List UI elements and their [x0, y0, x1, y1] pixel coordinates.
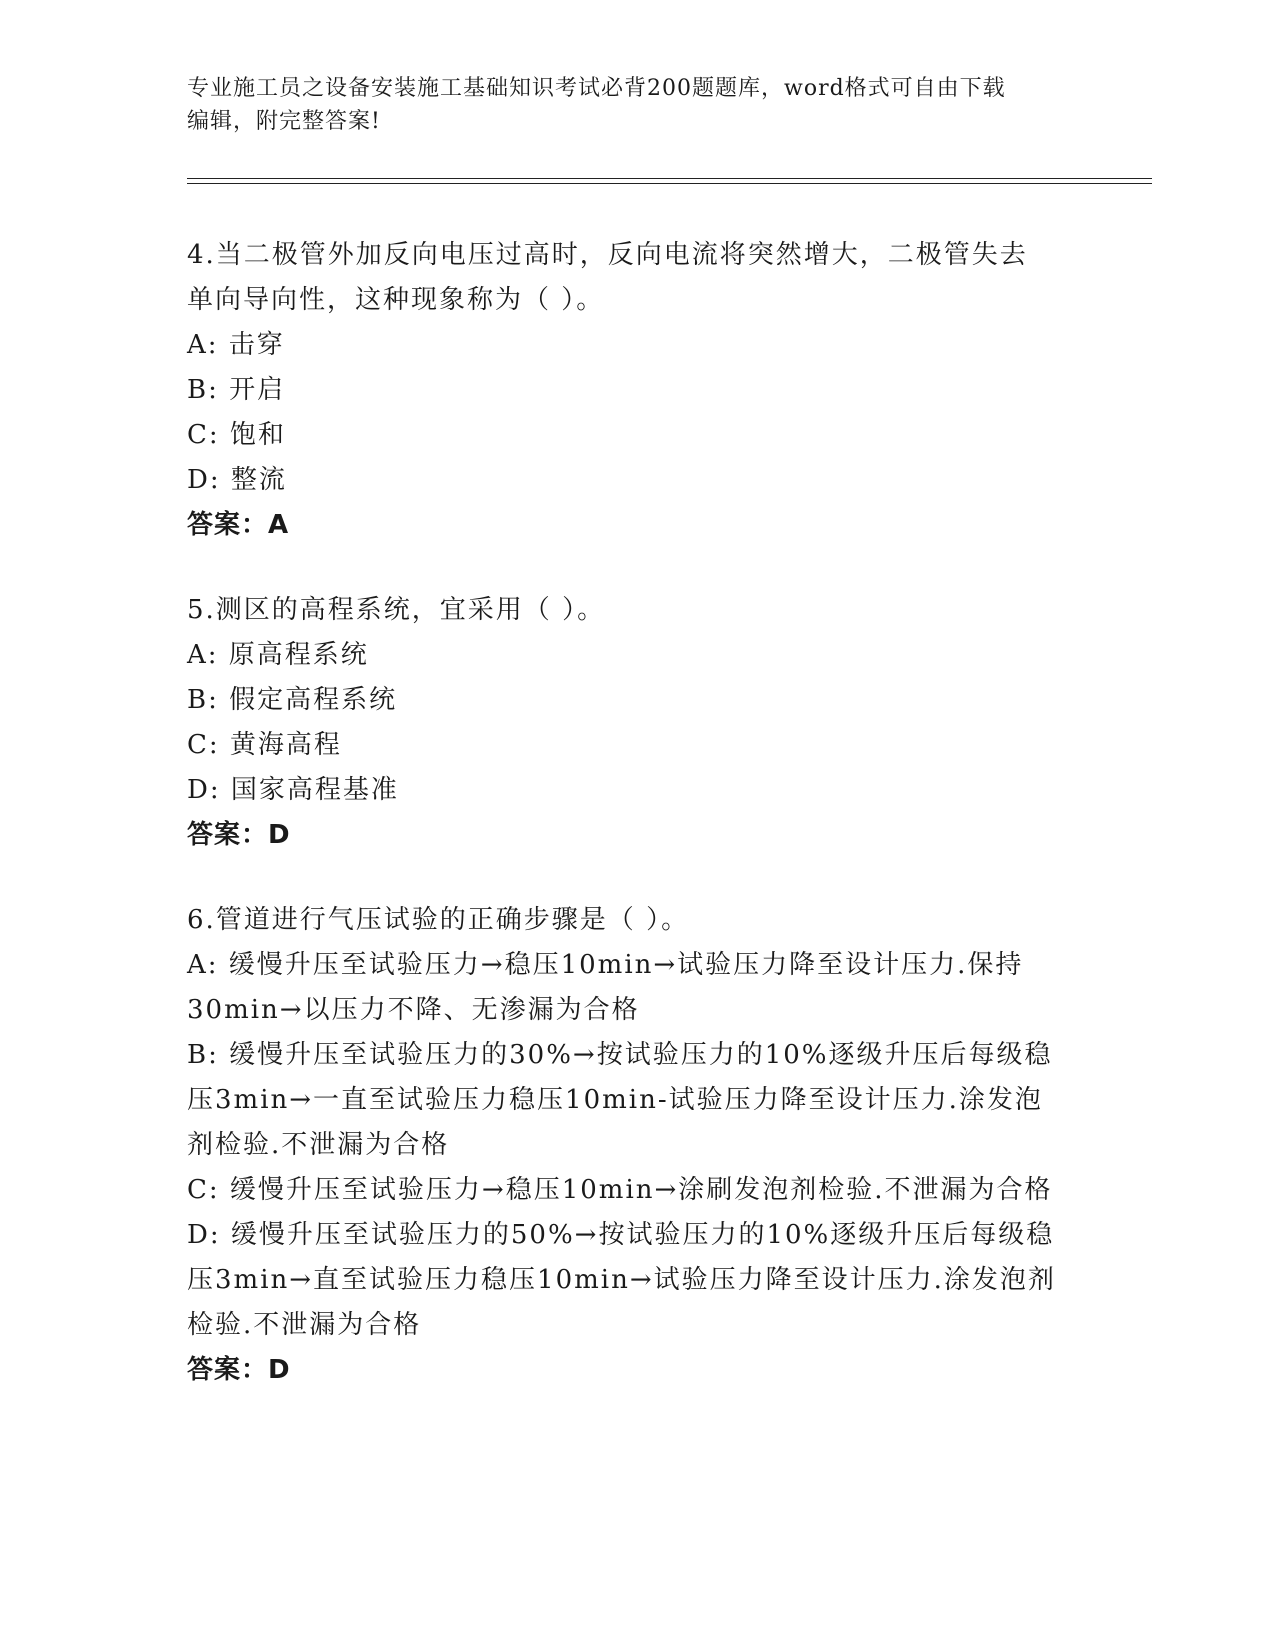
option-a-line-2: 30min→以压力不降、无渗漏为合格	[187, 995, 640, 1025]
header-line-1: 专业施工员之设备安装施工基础知识考试必背200题题库，word格式可自由下载	[187, 76, 1006, 101]
option-d: D: 国家高程基准	[187, 775, 399, 805]
header-divider-top	[187, 178, 1152, 179]
option-c: C: 黄海高程	[187, 730, 342, 760]
option-d-line-3: 检验.不泄漏为合格	[187, 1310, 422, 1340]
option-c: C: 缓慢升压至试验压力→稳压10min→涂刷发泡剂检验.不泄漏为合格	[187, 1175, 1053, 1205]
question-4	[187, 233, 1087, 548]
header-divider-bottom	[187, 183, 1152, 184]
question-text-line: 单向导向性，这种现象称为（ ）。	[187, 285, 605, 315]
header-line-2: 编辑，附完整答案!	[187, 109, 381, 134]
option-d-line-2: 压3min→直至试验压力稳压10min→试验压力降至设计压力.涂发泡剂	[187, 1265, 1056, 1295]
answer: 答案：A	[187, 510, 290, 540]
option-a: A: 击穿	[187, 330, 285, 360]
question-text-line: 5.测区的高程系统，宜采用（ ）。	[187, 595, 606, 625]
option-a-line-1: A: 缓慢升压至试验压力→稳压10min→试验压力降至设计压力.保持	[187, 950, 1024, 980]
document-header	[187, 72, 1087, 138]
answer: 答案：D	[187, 820, 291, 850]
option-a: A: 原高程系统	[187, 640, 369, 670]
option-d: D: 整流	[187, 465, 287, 495]
option-b-line-1: B: 缓慢升压至试验压力的30%→按试验压力的10%逐级升压后每级稳	[187, 1040, 1053, 1070]
question-text-line: 6.管道进行气压试验的正确步骤是（ ）。	[187, 905, 690, 935]
option-b: B: 假定高程系统	[187, 685, 398, 715]
question-text-line: 4.当二极管外加反向电压过高时，反向电流将突然增大，二极管失去	[187, 240, 1028, 270]
question-list	[187, 233, 1087, 1433]
question-6	[187, 898, 1087, 1393]
option-b-line-2: 压3min→一直至试验压力稳压10min-试验压力降至设计压力.涂发泡	[187, 1085, 1043, 1115]
option-c: C: 饱和	[187, 420, 286, 450]
answer: 答案：D	[187, 1355, 291, 1385]
question-5	[187, 588, 1087, 858]
option-b-line-3: 剂检验.不泄漏为合格	[187, 1130, 450, 1160]
option-d-line-1: D: 缓慢升压至试验压力的50%→按试验压力的10%逐级升压后每级稳	[187, 1220, 1055, 1250]
option-b: B: 开启	[187, 375, 286, 405]
